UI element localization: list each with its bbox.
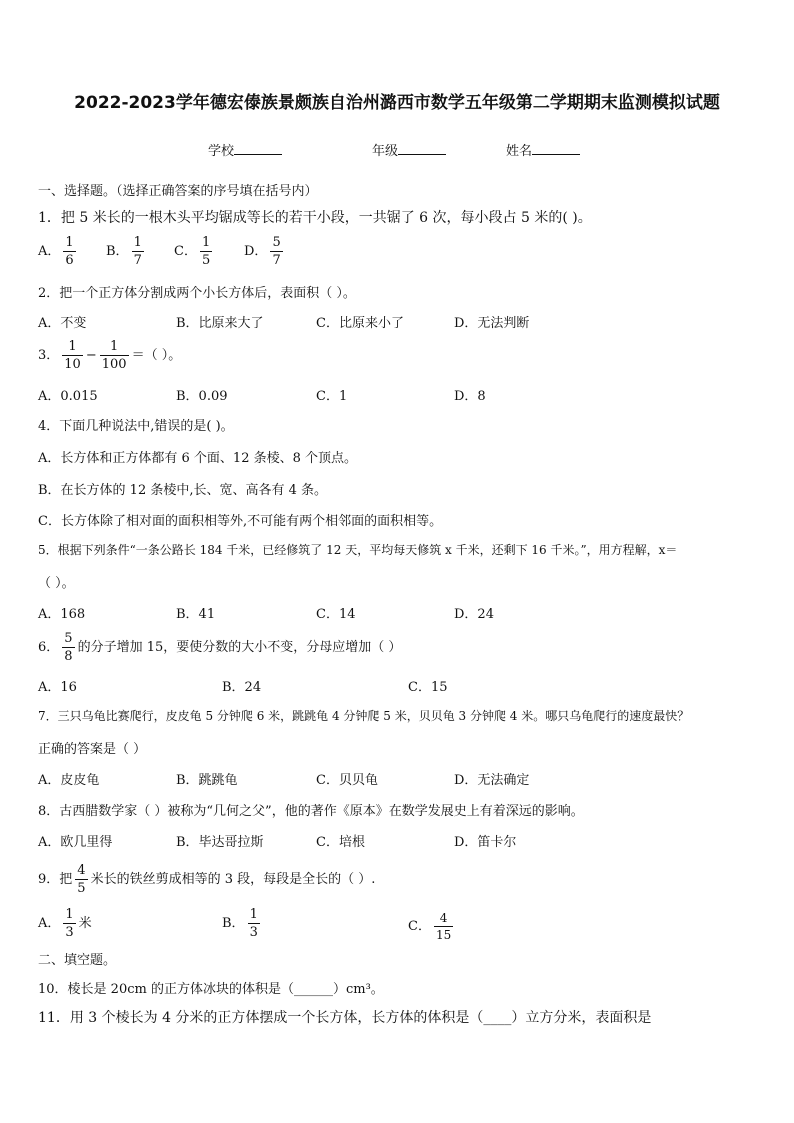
question-9 — [38, 864, 375, 895]
question-number: 9．把 — [38, 872, 73, 887]
question-number: 6． — [38, 640, 60, 655]
q4-option-b[interactable]: B．在长方体的 12 条棱中,长、宽、高各有 4 条。 — [38, 483, 328, 498]
minus-sign: − — [85, 348, 97, 363]
q2-option-d[interactable]: D．无法判断 — [454, 316, 530, 331]
q2-option-a[interactable]: A．不变 — [38, 316, 87, 331]
question-5: 5．根据下列条件“一条公路长 184 千米，已经修筑了 12 天，平均每天修筑 x 千米，还剩下 16 千米。”，用方程解，x＝ — [38, 543, 678, 557]
q3-option-c[interactable]: C．1 — [316, 389, 348, 404]
section-choice-heading: 一、选择题。（选择正确答案的序号填在括号内） — [38, 184, 318, 199]
numerator: 4 — [77, 863, 86, 878]
fraction — [248, 908, 260, 939]
numerator: 1 — [65, 907, 74, 922]
q5-option-b[interactable]: B．41 — [176, 607, 216, 622]
q7-option-d[interactable]: D．无法确定 — [454, 773, 530, 788]
fraction — [434, 912, 453, 941]
question-2: 2．把一个正方体分割成两个小长方体后，表面积（ ）。 — [38, 286, 356, 301]
denominator: 7 — [272, 253, 281, 268]
option-label: B． — [106, 244, 129, 259]
fraction — [200, 236, 212, 267]
fraction — [270, 236, 282, 267]
q2-option-c[interactable]: C．比原来小了 — [316, 316, 404, 331]
school-label: 学校 — [208, 144, 235, 159]
fraction — [132, 236, 144, 267]
question-8: 8．古西腊数学家（ ）被称为“几何之父”，他的著作《原本》在数学发展史上有着深远的影响。 — [38, 804, 584, 819]
question-4: 4．下面几种说法中,错误的是( )。 — [38, 419, 234, 434]
question-6 — [38, 632, 401, 663]
question-text: 米长的铁丝剪成相等的 3 段，每段是全长的（ ）. — [90, 872, 376, 887]
denominator: 5 — [201, 253, 211, 268]
q8-option-b[interactable]: B．毕达哥拉斯 — [176, 835, 264, 850]
q8-option-a[interactable]: A．欧几里得 — [38, 835, 113, 850]
denominator: 8 — [64, 649, 73, 664]
q5-option-d[interactable]: D．24 — [454, 607, 494, 622]
fraction — [63, 908, 75, 939]
q1-option-c[interactable] — [174, 236, 215, 267]
numerator: 5 — [272, 235, 281, 250]
school-blank[interactable] — [234, 142, 282, 155]
q1-option-d[interactable] — [244, 236, 286, 267]
q2-option-b[interactable]: B．比原来大了 — [176, 316, 264, 331]
name-field[interactable] — [506, 140, 580, 159]
answer-blank: ＝（ ）。 — [131, 348, 182, 363]
q6-option-c[interactable]: C．15 — [408, 680, 448, 695]
q9-option-b[interactable] — [222, 908, 263, 939]
page-title: 2022-2023学年德宏傣族景颇族自治州潞西市数学五年级第二学期期末监测模拟试题 — [74, 93, 720, 113]
denominator: 7 — [133, 253, 142, 268]
question-3 — [38, 340, 181, 371]
denominator: 6 — [65, 253, 74, 268]
q4-option-a[interactable]: A．长方体和正方体都有 6 个面、12 条棱、8 个顶点。 — [38, 451, 358, 466]
q8-option-d[interactable]: D．笛卡尔 — [454, 835, 517, 850]
numerator: 1 — [68, 339, 77, 354]
question-7: 7．三只乌龟比赛爬行，皮皮龟 5 分钟爬 6 米，跳跳龟 4 分钟爬 5 米，贝贝龟 3 分钟爬 4 米。哪只乌龟爬行的速度最快？ — [38, 709, 690, 723]
option-label: A． — [38, 244, 61, 259]
grade-field[interactable] — [372, 140, 446, 159]
question-11: 11．用 3 个棱长为 4 分米的正方体摆成一个长方体，长方体的体积是（____）立方分米，表面积是 — [38, 1010, 652, 1026]
numerator: 5 — [64, 631, 73, 646]
question-number: 3． — [38, 348, 60, 363]
numerator: 4 — [439, 911, 448, 925]
q1-option-b[interactable] — [106, 236, 147, 267]
q3-option-b[interactable]: B．0.09 — [176, 389, 228, 404]
school-field[interactable] — [208, 140, 282, 159]
option-label: C． — [174, 244, 197, 259]
numerator: 1 — [65, 235, 74, 250]
option-label: A． — [38, 916, 61, 931]
numerator: 1 — [133, 235, 142, 250]
denominator: 3 — [65, 925, 74, 940]
q3-option-d[interactable]: D．8 — [454, 389, 486, 404]
option-label: B． — [222, 916, 245, 931]
denominator: 5 — [77, 881, 86, 896]
fraction — [62, 632, 74, 663]
fraction — [62, 340, 83, 371]
fraction — [63, 236, 75, 267]
numerator: 1 — [201, 235, 211, 250]
name-blank[interactable] — [532, 142, 580, 155]
question-5-cont: （ ）。 — [38, 576, 75, 591]
denominator: 100 — [101, 357, 127, 372]
name-label: 姓名 — [506, 144, 533, 159]
q3-option-a[interactable]: A．0.015 — [38, 389, 98, 404]
fraction — [75, 864, 87, 895]
unit: 米 — [78, 916, 92, 931]
q9-option-a[interactable] — [38, 908, 92, 939]
q4-option-c[interactable]: C．长方体除了相对面的面积相等外,不可能有两个相邻面的面积相等。 — [38, 514, 443, 529]
q6-option-b[interactable]: B．24 — [222, 680, 262, 695]
section-fill-heading: 二、填空题。 — [38, 953, 117, 968]
q7-option-b[interactable]: B．跳跳龟 — [176, 773, 238, 788]
fraction — [100, 340, 129, 371]
denominator: 15 — [435, 928, 452, 942]
numerator: 1 — [110, 339, 119, 354]
grade-label: 年级 — [372, 144, 399, 159]
question-1: 1．把 5 米长的一根木头平均锯成等长的若干小段，一共锯了 6 次，每小段占 5 米的( )。 — [38, 210, 592, 226]
grade-blank[interactable] — [398, 142, 446, 155]
numerator: 1 — [249, 907, 258, 922]
q5-option-a[interactable]: A．168 — [38, 607, 86, 622]
question-7-cont: 正确的答案是（ ） — [38, 742, 147, 757]
q5-option-c[interactable]: C．14 — [316, 607, 356, 622]
option-label: D． — [244, 244, 268, 259]
option-label: C． — [408, 919, 431, 934]
q6-option-a[interactable]: A．16 — [38, 680, 77, 695]
q9-option-c[interactable] — [408, 912, 456, 941]
denominator: 10 — [64, 357, 81, 372]
q8-option-c[interactable]: C．培根 — [316, 835, 365, 850]
q7-option-a[interactable]: A．皮皮龟 — [38, 773, 100, 788]
question-10: 10．棱长是 20cm 的正方体冰块的体积是（______）cm³。 — [38, 982, 384, 997]
question-text: 的分子增加 15，要使分数的大小不变，分母应增加（ ） — [77, 640, 402, 655]
q1-option-a[interactable] — [38, 236, 79, 267]
q7-option-c[interactable]: C．贝贝龟 — [316, 773, 378, 788]
denominator: 3 — [249, 925, 258, 940]
